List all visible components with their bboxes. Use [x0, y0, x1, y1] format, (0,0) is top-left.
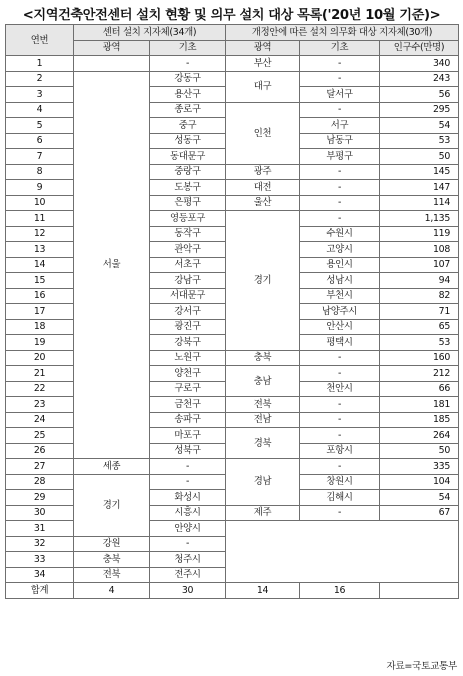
installation-status-table	[5, 24, 459, 599]
row-no: 24	[6, 412, 74, 428]
header-b-region: 광역	[226, 40, 300, 56]
header-a-local: 기초	[150, 40, 226, 56]
b-population-cell: 53	[380, 335, 459, 351]
total-b-population	[380, 583, 459, 599]
b-local-cell: -	[300, 350, 380, 366]
a-local-cell: 강북구	[150, 335, 226, 351]
b-local-cell: 서구	[300, 118, 380, 134]
table-title: <지역건축안전센터 설치 현황 및 의무 설치 대상 목록('20년 10월 기준)>	[22, 8, 441, 23]
row-no: 14	[6, 257, 74, 273]
a-local-cell: 송파구	[150, 412, 226, 428]
row-no: 28	[6, 474, 74, 490]
total-label: 합계	[6, 583, 74, 599]
a-local-cell: 관악구	[150, 242, 226, 258]
b-population-cell: 181	[380, 397, 459, 413]
b-local-cell: 고양시	[300, 242, 380, 258]
a-local-cell: -	[150, 459, 226, 475]
table-row	[6, 195, 459, 211]
b-population-cell: 243	[380, 71, 459, 87]
a-region-cell: 전북	[74, 567, 150, 583]
b-population-cell: 185	[380, 412, 459, 428]
b-population-cell: 67	[380, 505, 459, 521]
row-no: 33	[6, 552, 74, 568]
row-no: 3	[6, 87, 74, 103]
a-region-cell: 세종	[74, 459, 150, 475]
row-no: 22	[6, 381, 74, 397]
b-local-cell: 수원시	[300, 226, 380, 242]
a-local-cell: 성북구	[150, 443, 226, 459]
a-local-cell: 동작구	[150, 226, 226, 242]
a-local-cell: -	[150, 474, 226, 490]
b-population-cell: 65	[380, 319, 459, 335]
row-no: 17	[6, 304, 74, 320]
table-body	[6, 56, 459, 599]
row-no: 18	[6, 319, 74, 335]
row-no: 6	[6, 133, 74, 149]
b-local-cell: 평택시	[300, 335, 380, 351]
b-population-cell: 66	[380, 381, 459, 397]
b-local-cell: 포항시	[300, 443, 380, 459]
b-population-cell: 50	[380, 149, 459, 165]
a-local-cell: 광진구	[150, 319, 226, 335]
b-local-cell: 천안시	[300, 381, 380, 397]
b-local-cell: 김해시	[300, 490, 380, 506]
b-region-cell: 대전	[226, 180, 300, 196]
row-no: 2	[6, 71, 74, 87]
b-population-cell: 1,135	[380, 211, 459, 227]
b-region-cell: 광주	[226, 164, 300, 180]
a-local-cell: 화성시	[150, 490, 226, 506]
b-region-cell: 충북	[226, 350, 300, 366]
a-region-cell	[74, 56, 150, 72]
row-no: 32	[6, 536, 74, 552]
b-local-cell: 남양주시	[300, 304, 380, 320]
b-population-cell: 94	[380, 273, 459, 289]
row-no: 12	[6, 226, 74, 242]
b-population-cell: 147	[380, 180, 459, 196]
b-local-cell: -	[300, 180, 380, 196]
a-local-cell: 청주시	[150, 552, 226, 568]
row-no: 8	[6, 164, 74, 180]
row-no: 26	[6, 443, 74, 459]
header-mandatory-group: 개정안에 따른 설치 의무화 대상 지자체(30개)	[226, 25, 459, 41]
b-local-cell: -	[300, 71, 380, 87]
a-region-cell: 강원	[74, 536, 150, 552]
row-no: 20	[6, 350, 74, 366]
row-no: 16	[6, 288, 74, 304]
b-local-cell: 용인시	[300, 257, 380, 273]
row-no: 19	[6, 335, 74, 351]
row-no: 9	[6, 180, 74, 196]
b-region-cell	[226, 521, 459, 583]
b-region-cell: 전북	[226, 397, 300, 413]
b-region-cell: 인천	[226, 102, 300, 164]
b-region-cell: 제주	[226, 505, 300, 521]
b-local-cell: -	[300, 102, 380, 118]
b-region-cell: 부산	[226, 56, 300, 72]
row-no: 27	[6, 459, 74, 475]
a-local-cell: -	[150, 536, 226, 552]
a-local-cell: 서초구	[150, 257, 226, 273]
header-b-local: 기초	[300, 40, 380, 56]
table-row	[6, 102, 459, 118]
a-local-cell: 강동구	[150, 71, 226, 87]
b-population-cell: 114	[380, 195, 459, 211]
b-local-cell: -	[300, 412, 380, 428]
table-row	[6, 56, 459, 72]
row-no: 31	[6, 521, 74, 537]
row-no: 15	[6, 273, 74, 289]
row-no: 25	[6, 428, 74, 444]
row-no: 4	[6, 102, 74, 118]
b-population-cell: 107	[380, 257, 459, 273]
a-local-cell: 은평구	[150, 195, 226, 211]
table-row	[6, 412, 459, 428]
header-no: 연번	[6, 25, 74, 56]
a-local-cell: 성동구	[150, 133, 226, 149]
b-population-cell: 54	[380, 490, 459, 506]
b-population-cell: 335	[380, 459, 459, 475]
b-region-cell: 경기	[226, 211, 300, 351]
table-header	[6, 25, 459, 56]
row-no: 13	[6, 242, 74, 258]
table-row	[6, 397, 459, 413]
b-population-cell: 53	[380, 133, 459, 149]
a-region-cell: 경기	[74, 474, 150, 536]
table-row	[6, 211, 459, 227]
b-population-cell: 54	[380, 118, 459, 134]
b-local-cell: -	[300, 459, 380, 475]
b-local-cell: -	[300, 366, 380, 382]
row-no: 1	[6, 56, 74, 72]
b-population-cell: 295	[380, 102, 459, 118]
total-b-region: 14	[226, 583, 300, 599]
table-row	[6, 428, 459, 444]
b-local-cell: -	[300, 211, 380, 227]
b-local-cell: 창원시	[300, 474, 380, 490]
b-local-cell: -	[300, 428, 380, 444]
b-local-cell: 달서구	[300, 87, 380, 103]
b-population-cell: 108	[380, 242, 459, 258]
total-a-region: 4	[74, 583, 150, 599]
source-note: 자료=국토교통부	[386, 661, 457, 672]
total-row	[6, 583, 459, 599]
b-region-cell: 충남	[226, 366, 300, 397]
a-local-cell: 종로구	[150, 102, 226, 118]
a-local-cell: 구로구	[150, 381, 226, 397]
a-local-cell: 강서구	[150, 304, 226, 320]
a-local-cell: 전주시	[150, 567, 226, 583]
b-population-cell: 264	[380, 428, 459, 444]
a-local-cell: 용산구	[150, 87, 226, 103]
b-local-cell: 성남시	[300, 273, 380, 289]
row-no: 5	[6, 118, 74, 134]
a-local-cell: 금천구	[150, 397, 226, 413]
a-local-cell: 안양시	[150, 521, 226, 537]
b-region-cell: 경남	[226, 459, 300, 506]
b-population-cell: 145	[380, 164, 459, 180]
b-population-cell: 212	[380, 366, 459, 382]
row-no: 21	[6, 366, 74, 382]
b-local-cell: -	[300, 505, 380, 521]
b-local-cell: 부평구	[300, 149, 380, 165]
a-local-cell: 시흥시	[150, 505, 226, 521]
b-population-cell: 82	[380, 288, 459, 304]
b-local-cell: 안산시	[300, 319, 380, 335]
table-row	[6, 350, 459, 366]
row-no: 7	[6, 149, 74, 165]
b-region-cell: 전남	[226, 412, 300, 428]
b-local-cell: -	[300, 56, 380, 72]
a-region-cell: 충북	[74, 552, 150, 568]
row-no: 10	[6, 195, 74, 211]
a-region-cell: 서울	[74, 71, 150, 459]
a-local-cell: 영등포구	[150, 211, 226, 227]
b-local-cell: -	[300, 195, 380, 211]
b-local-cell: -	[300, 164, 380, 180]
a-local-cell: 서대문구	[150, 288, 226, 304]
total-b-local: 16	[300, 583, 380, 599]
row-no: 23	[6, 397, 74, 413]
total-a-local: 30	[150, 583, 226, 599]
row-no: 30	[6, 505, 74, 521]
table-row	[6, 459, 459, 475]
b-population-cell: 50	[380, 443, 459, 459]
header-a-region: 광역	[74, 40, 150, 56]
a-local-cell: 동대문구	[150, 149, 226, 165]
b-local-cell: 남동구	[300, 133, 380, 149]
table-row	[6, 71, 459, 87]
b-population-cell: 160	[380, 350, 459, 366]
b-local-cell: 부천시	[300, 288, 380, 304]
b-region-cell: 경북	[226, 428, 300, 459]
table-row	[6, 180, 459, 196]
b-population-cell: 340	[380, 56, 459, 72]
b-population-cell: 56	[380, 87, 459, 103]
header-b-population: 인구수(만명)	[380, 40, 459, 56]
table-row	[6, 366, 459, 382]
a-local-cell: -	[150, 56, 226, 72]
b-region-cell: 울산	[226, 195, 300, 211]
table-row	[6, 521, 459, 537]
row-no: 34	[6, 567, 74, 583]
b-population-cell: 71	[380, 304, 459, 320]
a-local-cell: 강남구	[150, 273, 226, 289]
a-local-cell: 노원구	[150, 350, 226, 366]
b-population-cell: 119	[380, 226, 459, 242]
a-local-cell: 중랑구	[150, 164, 226, 180]
a-local-cell: 마포구	[150, 428, 226, 444]
table-row	[6, 505, 459, 521]
row-no: 11	[6, 211, 74, 227]
b-region-cell: 대구	[226, 71, 300, 102]
header-installed-group: 센터 설치 지자체(34개)	[74, 25, 226, 41]
b-local-cell: -	[300, 397, 380, 413]
a-local-cell: 양천구	[150, 366, 226, 382]
row-no: 29	[6, 490, 74, 506]
b-population-cell: 104	[380, 474, 459, 490]
table-row	[6, 164, 459, 180]
a-local-cell: 도봉구	[150, 180, 226, 196]
a-local-cell: 중구	[150, 118, 226, 134]
